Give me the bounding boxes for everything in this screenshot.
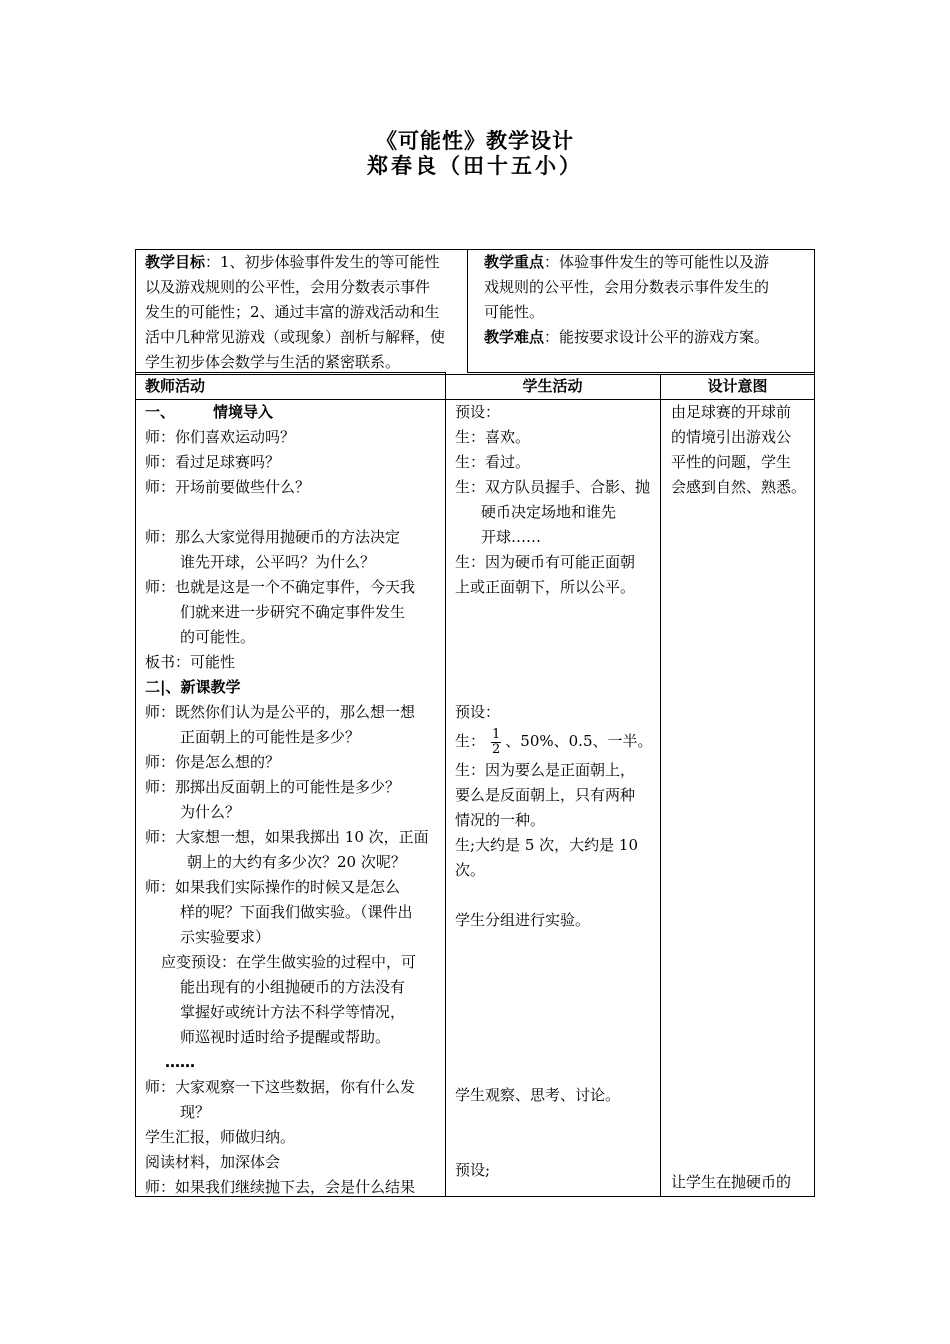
student-line: 学生观察、思考、讨论。 [455,1086,621,1104]
blank-line [455,958,660,983]
teacher-line: 师：你们喜欢运动吗？ [145,428,296,446]
student-line: 预设： [455,703,501,721]
objectives-line: 以及游戏规则的公平性，会用分数表示事件 [145,278,431,296]
objectives-line: ：1、初步体验事件发生的等可能性 [205,253,440,271]
table-border-left [135,249,136,1197]
student-line: 生：因为硬币有可能正面朝 [455,553,636,571]
teacher-line: 掌握好或统计方法不科学等情况， [180,1003,406,1021]
blank-line [455,625,660,650]
table-divider-col1 [445,372,446,1197]
blank-line [455,1133,660,1158]
intent-line: 会感到自然、熟悉。 [671,478,807,496]
student-line: 生：看过。 [455,453,531,471]
fraction-numerator: 1 [492,726,501,742]
teacher-line: 师：大家想一想，如果我掷出 10 次，正面 [145,828,429,846]
answer-suffix: 、50%、0.5、一半。 [505,732,653,750]
student-line: 生：喜欢。 [455,428,531,446]
design-intent-column [671,1170,811,1195]
teacher-line: 们就来进一步研究不确定事件发生 [180,603,406,621]
blank-line [455,600,660,625]
focus-label: 教学重点 [484,253,545,271]
objectives-line: 学生初步体会数学与生活的紧密联系。 [145,353,401,371]
fraction-one-half [491,728,501,757]
teacher-line: 师：如果我们继续抛下去，会是什么结果 [145,1178,416,1196]
teacher-line: 师：大家观察一下这些数据，你有什么发 [145,1078,416,1096]
fraction-denominator: 2 [492,741,501,757]
difficulty-text: ：能按要求设计公平的游戏方案。 [544,328,770,346]
teacher-line: 师巡视时适时给予提醒或帮助。 [180,1028,391,1046]
intent-line: 让学生在抛硬币的 [671,1173,792,1191]
section-number: 一、 [145,403,176,421]
table-divider-keypoints-bottom [467,372,815,373]
teacher-line: 示实验要求） [180,928,271,946]
header-student-activity: 学生活动 [522,377,583,395]
student-line: 生;大约是 5 次，大约是 10 [455,836,638,854]
intent-line: 的情境引出游戏公 [671,428,792,446]
teacher-line: …… [165,1053,195,1071]
table-divider-col2 [660,374,661,1197]
teacher-line: 正面朝上的可能性是多少？ [180,728,361,746]
document-subtitle: 郑春良（田十五小） [367,154,583,178]
teacher-line: 样的呢？下面我们做实验。（课件出 [180,903,413,921]
blank-line [455,1058,660,1083]
blank-line [145,500,445,525]
student-line: 硬币决定场地和谁先 [481,503,617,521]
section-heading [145,400,445,425]
blank-line [455,933,660,958]
objectives-cell [145,250,470,375]
section-title: 情境导入 [213,403,274,421]
student-activity-column [455,400,660,1183]
teacher-line: 现？ [180,1103,211,1121]
teacher-line: 的可能性。 [180,628,256,646]
intent-line: 平性的问题，学生 [671,453,792,471]
teacher-line: 师：那么大家觉得用抛硬币的方法决定 [145,528,401,546]
teacher-line: 板书：可能性 [145,653,236,671]
student-line: 预设; [455,1161,491,1179]
blank-line [455,883,660,908]
teacher-line: 应变预设：在学生做实验的过程中，可 [161,953,417,971]
teacher-line: 师：开场前要做些什么？ [145,478,311,496]
lesson-plan-table [135,249,815,1197]
design-intent-column [671,400,811,500]
teacher-activity-column [145,400,445,1200]
focus-line: 戏规则的公平性，会用分数表示事件发生的 [484,278,770,296]
answer-prefix: 生： [455,732,486,750]
difficulty-label: 教学难点 [484,328,545,346]
student-line: 要么是反面朝上，只有两种 [455,786,636,804]
teacher-line: 学生汇报，师做归纳。 [145,1128,296,1146]
blank-line [455,983,660,1008]
focus-line: ：体验事件发生的等可能性以及游 [544,253,770,271]
blank-line [455,650,660,675]
student-line: 次。 [455,861,486,879]
intent-line: 由足球赛的开球前 [671,403,792,421]
student-line: 情况的一种。 [455,811,546,829]
header-design-intent: 设计意图 [707,377,768,395]
teacher-line: 为什么？ [180,803,241,821]
teacher-line: 朝上的大约有多少次？20 次呢？ [187,853,406,871]
blank-line [455,1008,660,1033]
blank-line [455,1033,660,1058]
student-line: 生：因为要么是正面朝上， [455,761,636,779]
section-heading: 二|、新课教学 [145,678,241,696]
teacher-line: 师：也就是这是一个不确定事件，今天我 [145,578,416,596]
blank-line [455,1108,660,1133]
objectives-line: 发生的可能性；2、通过丰富的游戏活动和生 [145,303,440,321]
teacher-line: 师：如果我们实际操作的时候又是怎么 [145,878,401,896]
document-title: 《可能性》教学设计 [376,129,574,153]
teacher-line: 能出现有的小组抛硬币的方法没有 [180,978,406,996]
student-line: 上或正面朝下，所以公平。 [455,578,636,596]
student-line: 学生分组进行实验。 [455,911,591,929]
teacher-line: 阅读材料，加深体会 [145,1153,281,1171]
objectives-line: 活中几种常见游戏（或现象）剖析与解释，使 [145,328,446,346]
objectives-label: 教学目标 [145,253,206,271]
student-line [455,725,660,758]
student-line: 预设： [455,403,501,421]
teacher-line: 师：那掷出反面朝上的可能性是多少？ [145,778,401,796]
focus-line: 可能性。 [484,303,545,321]
teacher-line: 谁先开球，公平吗？为什么？ [180,553,376,571]
teacher-line: 师：既然你们认为是公平的，那么想一想 [145,703,416,721]
student-line: 生：双方队员握手、合影、抛 [455,478,651,496]
header-teacher-activity: 教师活动 [145,377,206,395]
blank-line [455,675,660,700]
keypoints-cell [484,250,809,350]
teacher-line: 师：看过足球赛吗？ [145,453,281,471]
student-line: 开球…… [481,528,542,546]
teacher-line: 师：你是怎么想的？ [145,753,281,771]
